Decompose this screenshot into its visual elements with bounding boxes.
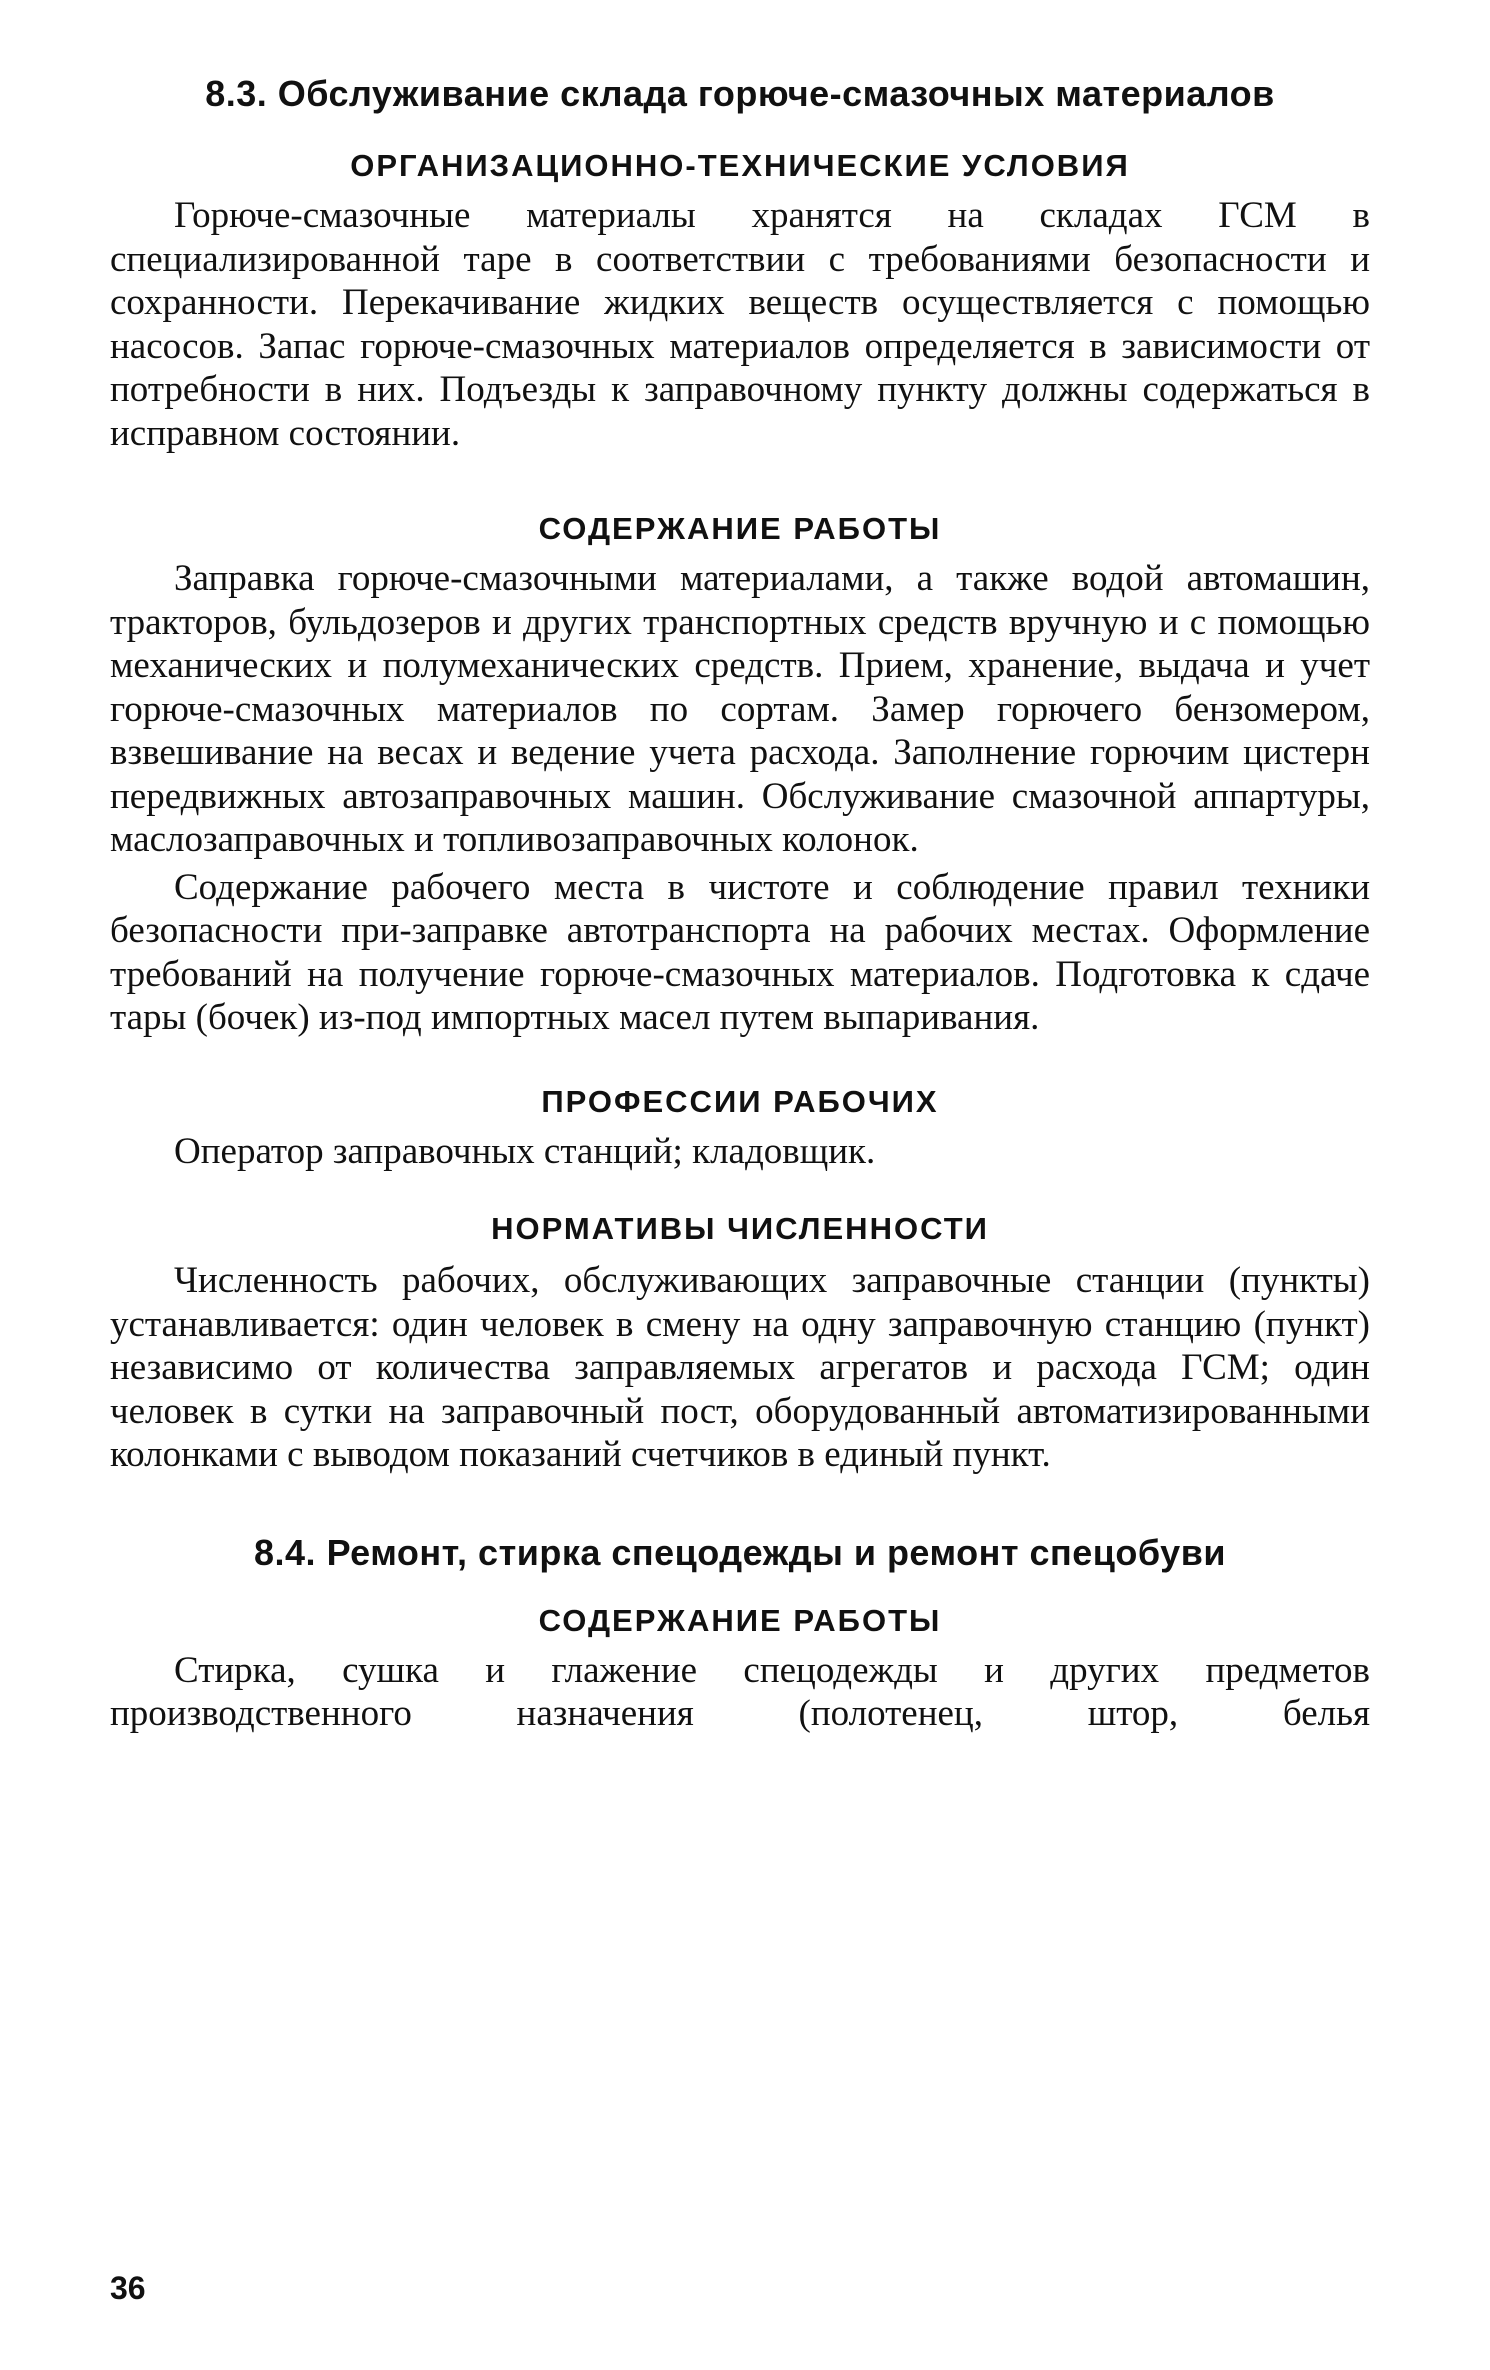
work-content-paragraph-1: Заправка горюче-смазочными материалами, а также водой автомашин, тракторов, бульдозеров и других транспортных средств вручную и с помощью механических и полумеханических средств. Прием, хранение, выдача и учет горюче-смазочных материалов по сортам. Замер горючего бензомером, взвешивание на весах и ведение учета расхода. Заполнение горючим цистерн передвижных автозаправочных машин. Обслуживание смазочной аппартуры, маслозаправочных и топливозаправочных колонок. xyxy=(110,558,1370,860)
page-number: 36 xyxy=(110,2270,146,2306)
document-page xyxy=(110,70,1370,1736)
org-tech-heading: ОРГАНИЗАЦИОННО-ТЕХНИЧЕСКИЕ УСЛОВИЯ xyxy=(350,148,1130,183)
org-tech-paragraph: Горюче-смазочные материалы хранятся на складах ГСМ в специализированной таре в соответствии с требованиями безопасности и сохранности. Перекачивание жидких веществ осуществляется с помощью насосов. Запас горюче-смазочных материалов определяется в зависимости от потребности в них. Подъезды к заправочному пункту должны содержаться в исправном состоянии. xyxy=(110,195,1370,454)
section-8-4-work-heading: СОДЕРЖАНИЕ РАБОТЫ xyxy=(538,1602,942,1638)
norms-heading: НОРМАТИВЫ ЧИСЛЕННОСТИ xyxy=(491,1211,989,1246)
section-8-4-work-paragraph: Стирка, сушка и глажение спецодежды и других предметов производственного назначения (полотенец, штор, белья xyxy=(110,1649,1370,1734)
section-8-4-title: 8.4. Ремонт, стирка спецодежды и ремонт спецобуви xyxy=(254,1531,1226,1573)
norms-paragraph: Численность рабочих, обслуживающих заправочные станции (пункты) устанавливается: один человек в смену на одну заправочную станцию (пункт) независимо от количества заправляемых агрегатов и расхода ГСМ; один человек в сутки на заправочный пост, оборудованный автоматизированными колонками с выводом показаний счетчиков в единый пункт. xyxy=(110,1260,1370,1475)
professions-heading: ПРОФЕССИИ РАБОЧИХ xyxy=(541,1083,939,1119)
professions-paragraph: Оператор заправочных станций; кладовщик. xyxy=(174,1130,876,1172)
work-content-heading: СОДЕРЖАНИЕ РАБОТЫ xyxy=(538,511,942,546)
section-8-3-title: 8.3. Обслуживание склада горюче-смазочных материалов xyxy=(205,73,1275,114)
work-content-paragraph-2: Содержание рабочего места в чистоте и соблюдение правил техники безопасности при-заправке автотранспорта на рабочих местах. Оформление требований на получение горюче-смазочных материалов. Подготовка к сдаче тары (бочек) из-под импортных масел путем выпаривания. xyxy=(110,866,1370,1038)
